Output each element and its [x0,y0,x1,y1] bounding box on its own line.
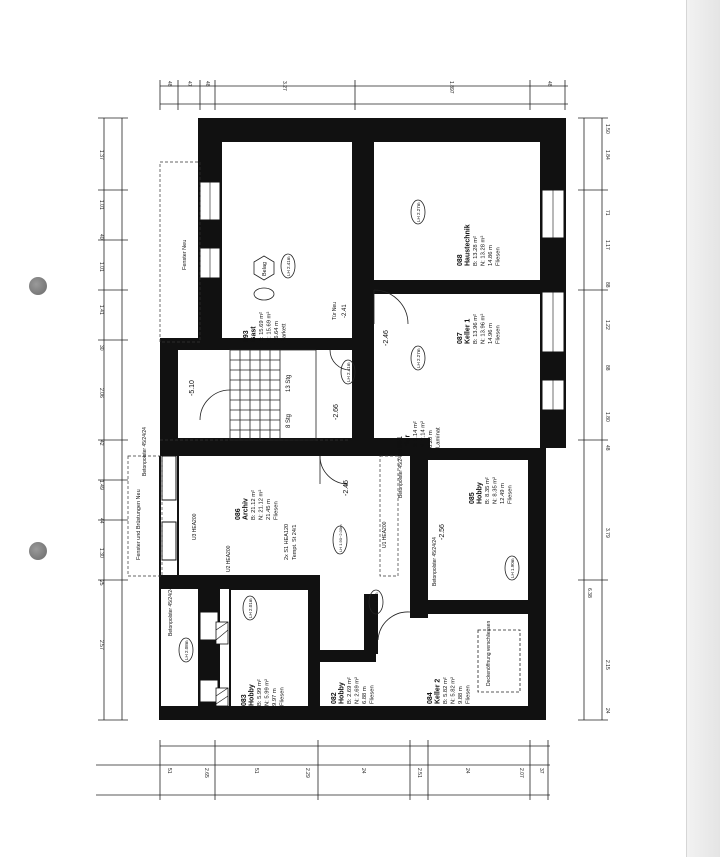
dim-top-3: 3.27 [281,81,287,91]
room-label-line: B: 5.99 m² [257,679,263,706]
room-label-line: Fliesen [465,685,472,704]
lh-091: LH 2.27m [416,348,421,368]
dim-left-10: 1.30 [98,548,104,558]
room-label-line: 086 [235,508,242,520]
label-u3-hea200: U3 HEA200 [192,513,198,540]
dim-left-0: 1.37 [98,150,104,160]
room-label-line: 083 [241,694,248,706]
room-label-line: 087 [457,332,464,344]
room-label-line: 14.86 m [488,245,494,266]
room-093-gast [243,312,288,342]
level-266: -2.66 [333,404,340,420]
dim-bottom-3: 2.29 [304,768,310,778]
dim-top-0: 48 [166,81,172,87]
dim-left-1: 1.01 [98,200,104,210]
room-label-line: 12.49 m [500,483,506,504]
staircase [200,350,316,440]
lh-083: LH 2.08m [184,640,189,660]
level-256: -2.56 [439,524,446,540]
label-8-stg: 8 Stg [286,413,292,428]
room-label-line: 082 [331,692,338,704]
room-label-line: B: 13.96 m² [473,314,479,344]
label-u2-hea200: U2 HEA200 [226,545,232,572]
room-label-line: 21.45 m [266,499,272,520]
room-label-line: Hobby [338,682,346,704]
room-label-line: B: 8.35 m² [485,477,491,504]
room-label-line: 9.97 m [272,688,278,706]
room-label-line: Keller 2 [434,678,442,704]
room-label-line: B: 21.12 m² [251,490,257,520]
dim-right-5: 1.22 [604,320,610,330]
dim-bottom-0: 51 [166,768,172,774]
dim-top-1: 47 [186,81,192,87]
window-lines [210,182,553,410]
room-label-line: 085 [469,492,476,504]
level-241: -2.41 [342,304,348,318]
label-betonpolster-1: Betonpolster 45/24/24 [142,427,148,476]
lh-082: LH 1.94m [374,592,379,612]
room-label-line: B: 2.69 m² [347,677,353,704]
dim-right-7: 1.80 [604,412,610,422]
room-label-line: Fliesen [495,325,502,344]
room-088-haustechnik [457,224,502,266]
dim-bottom-1: 2.65 [203,768,209,778]
room-label-line: 088 [457,254,464,266]
dim-right-10: 6.38 [586,588,592,598]
level-246b: -2.46 [343,480,350,496]
dim-right-6: 88 [604,365,610,371]
room-label-line: B: 13.28 m² [473,236,479,266]
dim-right-0: 1.50 [604,124,610,134]
room-label-line: Keller 1 [464,318,472,344]
dim-left-12: 2.57 [98,640,104,650]
dim-bottom-5: 2.51 [416,768,422,778]
dim-right-9: 3.79 [604,528,610,538]
room-label-line: N: 5.99 m² [264,678,271,706]
lh-088: LH 2.27m [416,202,421,222]
dim-top-2: 48 [204,81,210,87]
room-083-hobby [241,679,286,706]
ceiling-opening [478,630,520,692]
dim-bottom-4: 24 [360,768,366,774]
dim-left-11: 25 [98,580,104,586]
dim-right-11: 2.15 [604,660,610,670]
label-betonpolster-4: Betonpolster 45/24/24 [168,587,174,636]
room-label-line: Hobby [476,482,484,504]
ok-marker [254,288,274,300]
room-085-hobby [469,477,514,504]
room-label-line: Archiv [242,498,250,520]
label-betonpolster-2: Betonpolster 45/24/24 [398,449,404,498]
lh-083b: LH 2.01m [248,598,253,618]
room-label-line: Fliesen [273,501,280,520]
dim-bottom-6: 24 [464,768,470,774]
room-label-line: B: 5.82 m² [443,677,449,704]
room-label-line: 6.88 m [362,686,368,704]
dim-right-1: 1.84 [604,150,610,160]
lh-093: LH 2.41m [286,256,291,276]
room-label-line: Fliesen [507,485,514,504]
dim-bottom-2: 51 [253,768,259,774]
room-082-hobby [331,677,376,704]
room-label-line: B: 15.69 m² [259,312,265,342]
room-label-line: Flur [404,434,412,448]
room-label-line: Fliesen [279,687,286,706]
room-087-keller-1 [457,314,502,344]
room-label-line: N: 2.14 m² [420,420,427,448]
dim-bottom-7: 2.07 [518,768,524,778]
room-label-line: 093 [243,330,250,342]
room-label-line: Haustechnik [464,224,472,266]
dim-left-7: 42 [98,440,104,446]
label-fenster-bruestungen: Fenster und Brüstungen Neu [136,489,142,560]
room-label-line: N: 2.69 m² [354,676,361,704]
room-label-line: N: 13.96 m² [480,313,487,344]
dim-left-9: 44 [98,518,104,524]
dim-left-2: 40 [98,234,104,240]
level-246a: -2.46 [383,330,390,346]
room-label-line: Fliesen [495,247,502,266]
label-u1-hea200: U1 HEA200 [382,521,388,548]
label-betonpolster-3: Betonpolster 45/24/24 [432,537,438,586]
label-tuer-neu: Tür Neu [332,301,338,320]
dim-right-4: 88 [604,282,610,288]
lh-door: LH 2.41m [346,362,351,382]
room-084-keller-2 [427,677,472,704]
room-label-line: 084 [427,692,434,704]
label-temp: Tempt. St 24/1 [292,524,298,560]
label-deckenoeffnung: Deckenöffnung verschliessen [486,620,492,686]
dim-left-6: 2.06 [98,388,104,398]
room-label-line: Gast [250,326,258,342]
dim-top-5: 48 [546,81,552,87]
room-label-line: Hobby [248,684,256,706]
room-label-line: Fliesen [369,685,376,704]
room-label-line: 16.64 m [274,321,280,342]
dim-top-4: 1.897 [448,81,454,94]
dim-left-5: 30 [98,345,104,351]
room-label-line: N: 21.12 m² [258,489,265,520]
room-label-line: Parkett [281,323,288,342]
lh-085: LH 1.90m [510,558,515,578]
label-s1-hea120: 2x S1 HEA120 [284,523,290,560]
lh-086: LH 1.90~2.00m [338,524,343,552]
room-label-line: Laminat [435,427,442,448]
room-label-line: N: 8.35 m² [492,476,499,504]
room-label-line: B: 2.14 m² [413,421,419,448]
label-fenster-neu: Fenster Neu [182,239,188,270]
dim-bottom-8: 37 [538,768,544,774]
room-086-archiv [235,490,280,520]
room-label-line: 6.20 m [428,430,434,448]
room-label-line: 9.88 m [458,686,464,704]
level-510: -5.10 [189,380,196,396]
room-label-line: N: 15.69 m² [266,311,273,342]
dim-left-4: 1.41 [98,305,104,315]
label-13-stg: 13 Stg [286,374,292,392]
dim-right-2: 71 [604,210,610,216]
room-label-line: N: 13.28 m² [480,235,487,266]
dim-right-8: 48 [604,445,610,451]
dim-right-3: 1.17 [604,240,610,250]
dim-right-12: 24 [604,708,610,714]
label-belag: Belag [262,261,268,276]
dim-left-8: 1.49 [98,480,104,490]
dim-left-3: 1.01 [98,262,104,272]
room-label-line: N: 5.82 m² [450,676,457,704]
room-label-line: 14.96 m [488,323,494,344]
room-label-line: 091 [397,436,404,448]
